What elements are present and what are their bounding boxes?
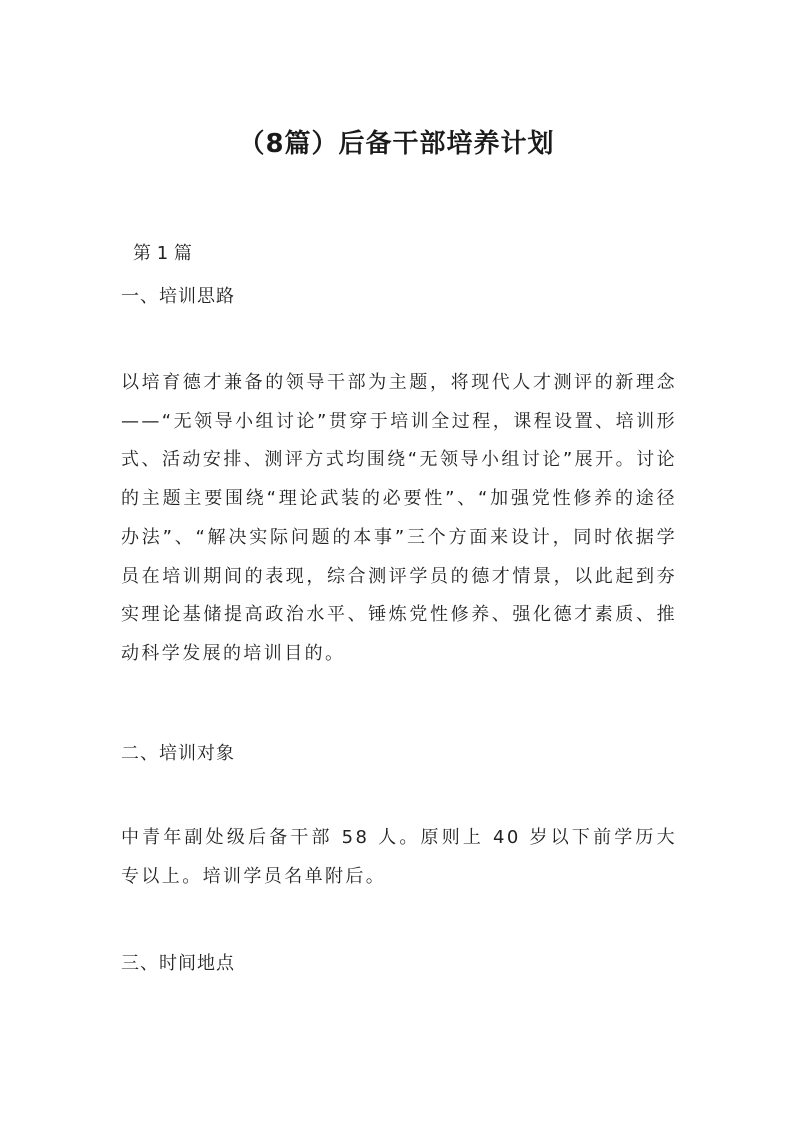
section-heading-training-approach: 一、培训思路 bbox=[121, 286, 235, 307]
part-label: 第 1 篇 bbox=[133, 243, 192, 264]
document-title: （8篇）后备干部培养计划 bbox=[238, 129, 555, 159]
section-heading-time-place: 三、时间地点 bbox=[121, 953, 235, 974]
section-paragraph-training-approach: 以培育德才兼备的领导干部为主题，将现代人才测评的新理念——“无领导小组讨论”贯穿于培训全过程，课程设置、培训形式、活动安排、测评方式均围绕“无领导小组讨论”展开。讨论的主题主要围绕“理论武装的必要性”、“加强党性修养的途径办法”、“解决实际问题的本事”三个方面来设计，同时依据学员在培训期间的表现，综合测评学员的德才情景，以此起到夯实理论基储提高政治水平、锤炼党性修养、强化德才素质、推动科学发展的培训目的。 bbox=[121, 372, 677, 664]
section-heading-training-target: 二、培训对象 bbox=[121, 743, 235, 764]
section-paragraph-training-target: 中青年副处级后备干部 58 人。原则上 40 岁以下前学历大专以上。培训学员名单附后。 bbox=[121, 827, 677, 887]
